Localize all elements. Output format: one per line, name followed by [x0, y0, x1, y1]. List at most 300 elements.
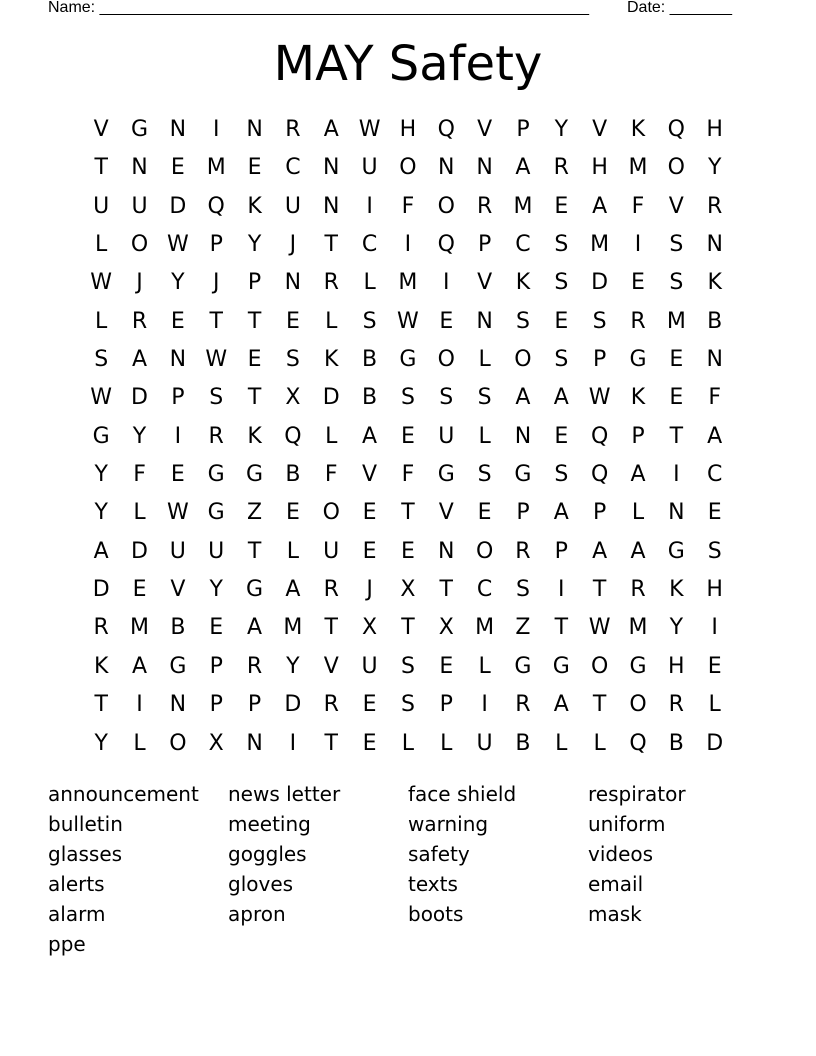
- grid-letter: E: [554, 308, 569, 334]
- grid-letter: J: [212, 270, 220, 296]
- grid-letter: S: [477, 462, 492, 488]
- grid-letter: U: [93, 193, 110, 219]
- grid-row: [82, 149, 734, 187]
- grid-letter: C: [476, 577, 493, 603]
- word-list-item: news letter: [228, 782, 341, 806]
- grid-letter: E: [554, 193, 569, 219]
- grid-letter: M: [206, 155, 226, 181]
- grid-letter: A: [707, 423, 723, 449]
- grid-letter: W: [90, 270, 113, 296]
- grid-letter: Q: [284, 423, 302, 449]
- grid-letter: P: [209, 692, 223, 718]
- grid-letter: E: [209, 615, 224, 641]
- grid-letter: R: [476, 193, 493, 219]
- grid-letter: A: [515, 385, 531, 411]
- grid-letter: O: [667, 155, 685, 181]
- grid-letter: I: [443, 270, 450, 296]
- grid-letter: N: [169, 117, 187, 142]
- word-list-item: ppe: [48, 932, 86, 956]
- grid-letter: B: [668, 730, 684, 756]
- grid-letter: Q: [437, 117, 455, 142]
- grid-letter: V: [323, 653, 339, 679]
- grid-letter: S: [554, 347, 569, 373]
- grid-letter: X: [438, 615, 454, 641]
- grid-letter: Y: [554, 117, 569, 142]
- grid-letter: T: [401, 500, 415, 526]
- grid-letter: H: [706, 117, 723, 142]
- grid-letter: I: [558, 577, 565, 603]
- grid-letter: N: [668, 500, 685, 526]
- grid-letter: T: [94, 692, 108, 718]
- grid-letter: N: [169, 692, 187, 718]
- grid-letter: L: [286, 538, 300, 564]
- grid-letter: C: [285, 155, 301, 181]
- grid-row: [82, 418, 734, 456]
- grid-letter: P: [171, 385, 185, 411]
- grid-row: [82, 494, 734, 532]
- grid-letter: A: [93, 538, 109, 564]
- grid-letter: S: [515, 308, 530, 334]
- grid-letter: Y: [286, 653, 300, 679]
- grid-letter: A: [131, 653, 148, 679]
- grid-row: [82, 533, 734, 571]
- word-list-item: announcement: [48, 782, 199, 806]
- grid-letter: E: [554, 423, 569, 449]
- grid-letter: E: [362, 730, 377, 756]
- grid-letter: T: [554, 615, 569, 641]
- grid-letter: F: [708, 385, 721, 411]
- grid-letter: S: [515, 577, 530, 603]
- grid-letter: M: [130, 615, 149, 641]
- grid-letter: B: [515, 730, 531, 756]
- grid-letter: G: [437, 462, 455, 488]
- grid-letter: I: [404, 232, 412, 258]
- grid-letter: A: [131, 347, 148, 373]
- grid-letter: E: [362, 692, 377, 718]
- grid-letter: P: [439, 692, 453, 718]
- word-list-item: bulletin: [48, 812, 123, 836]
- grid-letter: R: [515, 538, 531, 564]
- grid-letter: P: [247, 692, 262, 718]
- grid-letter: L: [133, 500, 146, 526]
- grid-letter: S: [362, 308, 377, 334]
- grid-letter: K: [324, 347, 339, 373]
- date-field-label: Date: _______: [627, 0, 732, 16]
- grid-letter: S: [554, 270, 569, 296]
- grid-letter: O: [514, 347, 532, 373]
- grid-letter: L: [95, 232, 108, 258]
- grid-letter: L: [708, 692, 721, 718]
- grid-letter: S: [400, 385, 415, 411]
- grid-letter: J: [289, 232, 297, 258]
- grid-letter: T: [94, 155, 108, 181]
- grid-letter: W: [166, 232, 189, 258]
- grid-letter: S: [400, 692, 415, 718]
- grid-letter: L: [478, 347, 491, 373]
- grid-letter: T: [247, 385, 262, 411]
- grid-letter: R: [553, 155, 569, 181]
- grid-letter: S: [400, 653, 415, 679]
- grid-letter: M: [513, 193, 533, 219]
- grid-letter: Q: [629, 730, 647, 756]
- grid-letter: N: [476, 308, 493, 334]
- grid-letter: U: [323, 538, 340, 564]
- grid-letter: A: [630, 462, 646, 488]
- grid-letter: V: [592, 117, 608, 142]
- grid-letter: G: [514, 653, 532, 679]
- grid-letter: R: [246, 653, 263, 679]
- grid-letter: E: [132, 577, 147, 603]
- grid-letter: D: [591, 270, 609, 296]
- grid-letter: N: [323, 155, 340, 181]
- grid-letter: W: [90, 385, 113, 411]
- grid-letter: U: [438, 423, 455, 449]
- grid-row: [82, 456, 734, 494]
- grid-letter: I: [673, 462, 680, 488]
- grid-letter: Q: [207, 193, 225, 219]
- grid-letter: C: [706, 462, 723, 488]
- grid-letter: B: [362, 385, 378, 411]
- grid-letter: K: [515, 270, 531, 296]
- grid-letter: O: [437, 193, 455, 219]
- grid-letter: E: [362, 538, 377, 564]
- grid-letter: G: [399, 347, 417, 373]
- grid-letter: N: [438, 155, 455, 181]
- letter-grid: [82, 111, 734, 763]
- grid-letter: I: [136, 692, 143, 718]
- grid-letter: V: [170, 577, 186, 603]
- grid-letter: G: [552, 653, 570, 679]
- page-title: MAY Safety: [273, 36, 543, 92]
- grid-letter: V: [477, 117, 493, 142]
- header-line: [48, 0, 748, 19]
- grid-letter: P: [593, 347, 607, 373]
- grid-letter: B: [362, 347, 378, 373]
- word-list-item: warning: [408, 812, 489, 836]
- grid-letter: P: [516, 117, 530, 142]
- grid-letter: L: [555, 730, 568, 756]
- grid-letter: K: [669, 577, 684, 603]
- grid-letter: C: [361, 232, 378, 258]
- grid-letter: W: [358, 117, 381, 142]
- grid-row: [82, 303, 734, 341]
- grid-letter: V: [477, 270, 493, 296]
- grid-letter: S: [669, 232, 684, 258]
- grid-letter: N: [514, 423, 532, 449]
- grid-letter: I: [174, 423, 182, 449]
- grid-letter: R: [93, 615, 109, 641]
- grid-letter: V: [668, 193, 684, 219]
- grid-letter: R: [707, 193, 723, 219]
- grid-letter: J: [136, 270, 143, 296]
- grid-letter: W: [205, 347, 228, 373]
- grid-letter: L: [440, 730, 453, 756]
- grid-letter: D: [322, 385, 340, 411]
- grid-letter: L: [593, 730, 606, 756]
- grid-letter: X: [285, 385, 301, 411]
- grid-letter: A: [362, 423, 378, 449]
- grid-letter: S: [477, 385, 492, 411]
- grid-letter: N: [706, 232, 723, 258]
- grid-letter: L: [478, 653, 491, 679]
- grid-letter: I: [481, 692, 488, 718]
- word-list-item: gloves: [228, 872, 294, 896]
- grid-letter: Y: [247, 232, 262, 258]
- grid-letter: E: [400, 538, 415, 564]
- grid-letter: M: [666, 308, 686, 334]
- word-list-item: face shield: [408, 782, 517, 806]
- grid-letter: H: [706, 577, 723, 603]
- grid-row: [82, 725, 734, 763]
- grid-letter: Z: [247, 500, 263, 526]
- grid-letter: E: [707, 500, 722, 526]
- grid-letter: S: [669, 270, 684, 296]
- grid-letter: S: [209, 385, 224, 411]
- grid-row: [82, 264, 734, 302]
- grid-letter: R: [630, 577, 646, 603]
- grid-letter: T: [324, 730, 338, 756]
- grid-letter: N: [131, 155, 148, 181]
- grid-letter: L: [631, 500, 645, 526]
- grid-letter: K: [630, 117, 646, 142]
- name-field-label: Name: _______________________________________________________: [48, 0, 589, 16]
- grid-letter: T: [324, 232, 338, 258]
- grid-letter: E: [439, 308, 454, 334]
- grid-letter: S: [285, 347, 300, 373]
- grid-letter: E: [631, 270, 645, 296]
- grid-letter: I: [212, 117, 220, 142]
- grid-letter: T: [247, 538, 262, 564]
- grid-letter: R: [323, 577, 339, 603]
- grid-letter: F: [401, 462, 415, 488]
- word-list-item: safety: [408, 842, 470, 866]
- grid-letter: W: [166, 500, 189, 526]
- grid-letter: P: [554, 538, 568, 564]
- grid-letter: D: [131, 385, 148, 411]
- grid-letter: L: [478, 423, 491, 449]
- grid-letter: X: [208, 730, 224, 756]
- grid-letter: Y: [209, 577, 223, 603]
- grid-letter: E: [285, 308, 300, 334]
- grid-letter: O: [437, 347, 455, 373]
- grid-letter: O: [169, 730, 187, 756]
- grid-letter: B: [285, 462, 301, 488]
- grid-row: [82, 188, 734, 226]
- grid-letter: L: [401, 730, 415, 756]
- grid-letter: I: [289, 730, 297, 756]
- grid-letter: E: [247, 155, 262, 181]
- grid-letter: N: [323, 193, 340, 219]
- grid-letter: R: [131, 308, 148, 334]
- grid-letter: E: [707, 653, 722, 679]
- grid-letter: S: [554, 462, 569, 488]
- grid-letter: O: [629, 692, 647, 718]
- grid-letter: F: [133, 462, 146, 488]
- grid-letter: M: [475, 615, 495, 641]
- word-list-item: mask: [588, 902, 642, 926]
- grid-letter: D: [284, 692, 302, 718]
- word-list-item: meeting: [228, 812, 311, 836]
- grid-row: [82, 648, 734, 686]
- grid-letter: S: [592, 308, 607, 334]
- grid-letter: E: [247, 347, 262, 373]
- grid-letter: T: [592, 692, 607, 718]
- word-list-item: email: [588, 872, 644, 896]
- word-list-item: boots: [408, 902, 464, 926]
- grid-row: [82, 226, 734, 264]
- grid-letter: J: [366, 577, 373, 603]
- grid-letter: G: [207, 462, 225, 488]
- word-list-item: apron: [228, 902, 286, 926]
- grid-letter: Y: [94, 500, 108, 526]
- grid-letter: A: [553, 500, 569, 526]
- grid-letter: H: [591, 155, 608, 181]
- grid-letter: W: [397, 308, 419, 334]
- grid-letter: L: [95, 308, 108, 334]
- word-list-item: glasses: [48, 842, 123, 866]
- grid-letter: M: [398, 270, 418, 296]
- grid-letter: D: [169, 193, 187, 219]
- grid-letter: Y: [707, 155, 722, 181]
- grid-letter: G: [514, 462, 532, 488]
- grid-letter: L: [325, 423, 338, 449]
- grid-letter: R: [668, 692, 684, 718]
- grid-row: [82, 111, 734, 149]
- grid-letter: W: [588, 615, 611, 641]
- grid-letter: F: [401, 193, 415, 219]
- grid-letter: R: [208, 423, 224, 449]
- grid-letter: D: [706, 730, 724, 756]
- grid-letter: E: [477, 500, 492, 526]
- grid-letter: P: [477, 232, 492, 258]
- grid-letter: L: [363, 270, 376, 296]
- grid-letter: E: [285, 500, 300, 526]
- word-list-item: alarm: [48, 902, 106, 926]
- grid-letter: F: [631, 193, 645, 219]
- grid-letter: L: [325, 308, 338, 334]
- grid-letter: P: [631, 423, 645, 449]
- grid-letter: G: [130, 117, 149, 142]
- grid-letter: Q: [590, 423, 609, 449]
- grid-letter: A: [285, 577, 301, 603]
- grid-letter: G: [629, 653, 647, 679]
- grid-row: [82, 686, 734, 724]
- grid-letter: U: [361, 653, 378, 679]
- grid-letter: A: [630, 538, 646, 564]
- grid-letter: T: [324, 615, 338, 641]
- grid-letter: O: [130, 232, 149, 258]
- word-list-item: uniform: [588, 812, 666, 836]
- grid-letter: A: [553, 692, 569, 718]
- grid-letter: Y: [669, 615, 684, 641]
- grid-letter: O: [322, 500, 340, 526]
- grid-letter: S: [554, 232, 569, 258]
- grid-letter: M: [628, 155, 648, 181]
- grid-letter: N: [284, 270, 302, 296]
- grid-letter: X: [400, 577, 416, 603]
- grid-letter: M: [283, 615, 303, 641]
- grid-letter: B: [707, 308, 723, 334]
- grid-letter: Y: [171, 270, 185, 296]
- grid-letter: G: [629, 347, 647, 373]
- grid-letter: P: [209, 653, 223, 679]
- grid-letter: X: [362, 615, 378, 641]
- word-list-item: respirator: [588, 782, 686, 806]
- grid-row: [82, 379, 734, 417]
- grid-letter: N: [706, 347, 723, 373]
- grid-letter: O: [590, 653, 609, 679]
- grid-letter: F: [324, 462, 338, 488]
- grid-letter: R: [323, 692, 339, 718]
- grid-letter: T: [669, 423, 684, 449]
- grid-letter: V: [93, 117, 109, 142]
- word-list-item: alerts: [48, 872, 105, 896]
- grid-letter: L: [133, 730, 146, 756]
- grid-letter: K: [630, 385, 646, 411]
- grid-letter: K: [247, 423, 262, 449]
- word-list: [48, 779, 768, 959]
- grid-letter: O: [399, 155, 417, 181]
- grid-letter: A: [592, 538, 608, 564]
- grid-letter: U: [131, 193, 148, 219]
- grid-letter: K: [247, 193, 262, 219]
- grid-letter: R: [515, 692, 531, 718]
- grid-letter: G: [169, 653, 187, 679]
- grid-letter: T: [439, 577, 453, 603]
- grid-letter: E: [362, 500, 377, 526]
- grid-letter: U: [208, 538, 225, 564]
- grid-letter: C: [515, 232, 531, 258]
- grid-letter: K: [93, 653, 109, 679]
- grid-letter: U: [361, 155, 378, 181]
- grid-letter: E: [669, 347, 684, 373]
- grid-letter: H: [668, 653, 685, 679]
- grid-letter: D: [131, 538, 148, 564]
- grid-letter: E: [170, 155, 185, 181]
- grid-letter: T: [592, 577, 607, 603]
- grid-letter: T: [209, 308, 223, 334]
- grid-letter: Y: [94, 462, 108, 488]
- grid-letter: G: [246, 462, 264, 488]
- grid-letter: A: [553, 385, 569, 411]
- grid-letter: R: [630, 308, 646, 334]
- grid-letter: A: [247, 615, 263, 641]
- grid-letter: P: [209, 232, 223, 258]
- grid-letter: Q: [590, 462, 609, 488]
- grid-letter: P: [247, 270, 262, 296]
- grid-letter: N: [169, 347, 187, 373]
- grid-letter: N: [246, 730, 263, 756]
- grid-letter: N: [438, 538, 455, 564]
- grid-letter: O: [475, 538, 494, 564]
- grid-letter: E: [170, 462, 185, 488]
- grid-letter: Q: [667, 117, 685, 142]
- grid-row: [82, 571, 734, 609]
- grid-letter: G: [92, 423, 110, 449]
- grid-letter: P: [593, 500, 607, 526]
- grid-letter: T: [401, 615, 415, 641]
- grid-letter: A: [323, 117, 339, 142]
- grid-letter: G: [667, 538, 685, 564]
- grid-letter: Y: [132, 423, 147, 449]
- grid-letter: U: [169, 538, 186, 564]
- grid-letter: A: [592, 193, 608, 219]
- grid-letter: Z: [515, 615, 531, 641]
- grid-letter: B: [170, 615, 186, 641]
- grid-letter: E: [439, 653, 454, 679]
- grid-letter: W: [588, 385, 611, 411]
- grid-letter: A: [515, 155, 531, 181]
